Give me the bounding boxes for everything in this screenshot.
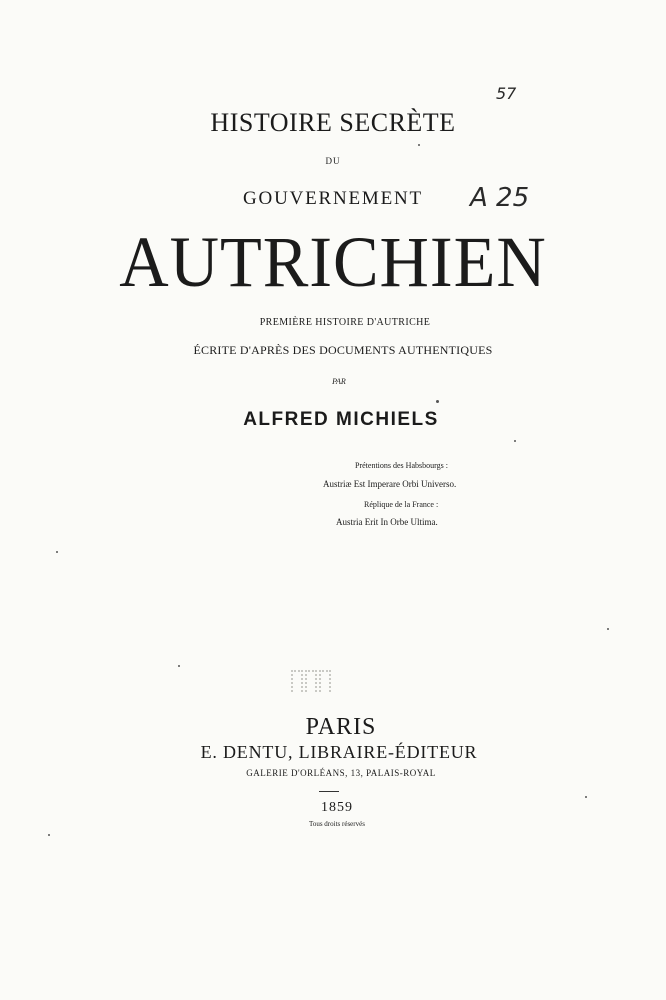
paper-speck: [607, 628, 609, 630]
motto-label-2: Réplique de la France :: [364, 500, 439, 509]
imprint-rights: Tous droits réservés: [309, 820, 365, 828]
imprint-address: GALERIE D'ORLÉANS, 13, PALAIS-ROYAL: [246, 768, 436, 778]
motto-label-1: Prétentions des Habsbourgs :: [355, 461, 448, 470]
title-line-1: HISTOIRE SECRÈTE: [210, 108, 456, 137]
subtitle-1: PREMIÈRE HISTOIRE D'AUTRICHE: [259, 317, 431, 328]
title-line-2: DU: [325, 156, 341, 166]
motto-text-2: Austria Erit In Orbe Ultima.: [336, 517, 438, 527]
imprint-publisher: E. DENTU, LIBRAIRE-ÉDITEUR: [200, 742, 478, 762]
paper-speck: [436, 400, 439, 403]
subtitle-2: ÉCRITE D'APRÈS DES DOCUMENTS AUTHENTIQUES: [193, 343, 493, 357]
paper-speck: [514, 440, 516, 442]
handwritten-shelfmark: A 25: [470, 183, 530, 213]
paper-speck: [585, 796, 587, 798]
library-stamp: [291, 670, 331, 692]
title-line-3: GOUVERNEMENT: [243, 188, 423, 209]
paper-speck: [418, 144, 420, 146]
motto-text-1: Austriæ Est Imperare Orbi Universo.: [323, 479, 457, 489]
by-line: PAR: [332, 377, 346, 386]
imprint-year: 1859: [321, 800, 353, 815]
handwritten-number: 57: [496, 84, 517, 103]
imprint-city: PARIS: [305, 714, 377, 740]
author-name: ALFRED MICHIELS: [243, 409, 439, 430]
paper-speck: [56, 551, 58, 553]
divider-rule: [319, 791, 339, 792]
title-main: AUTRICHIEN: [119, 222, 547, 302]
paper-speck: [48, 834, 50, 836]
paper-speck: [178, 665, 180, 667]
